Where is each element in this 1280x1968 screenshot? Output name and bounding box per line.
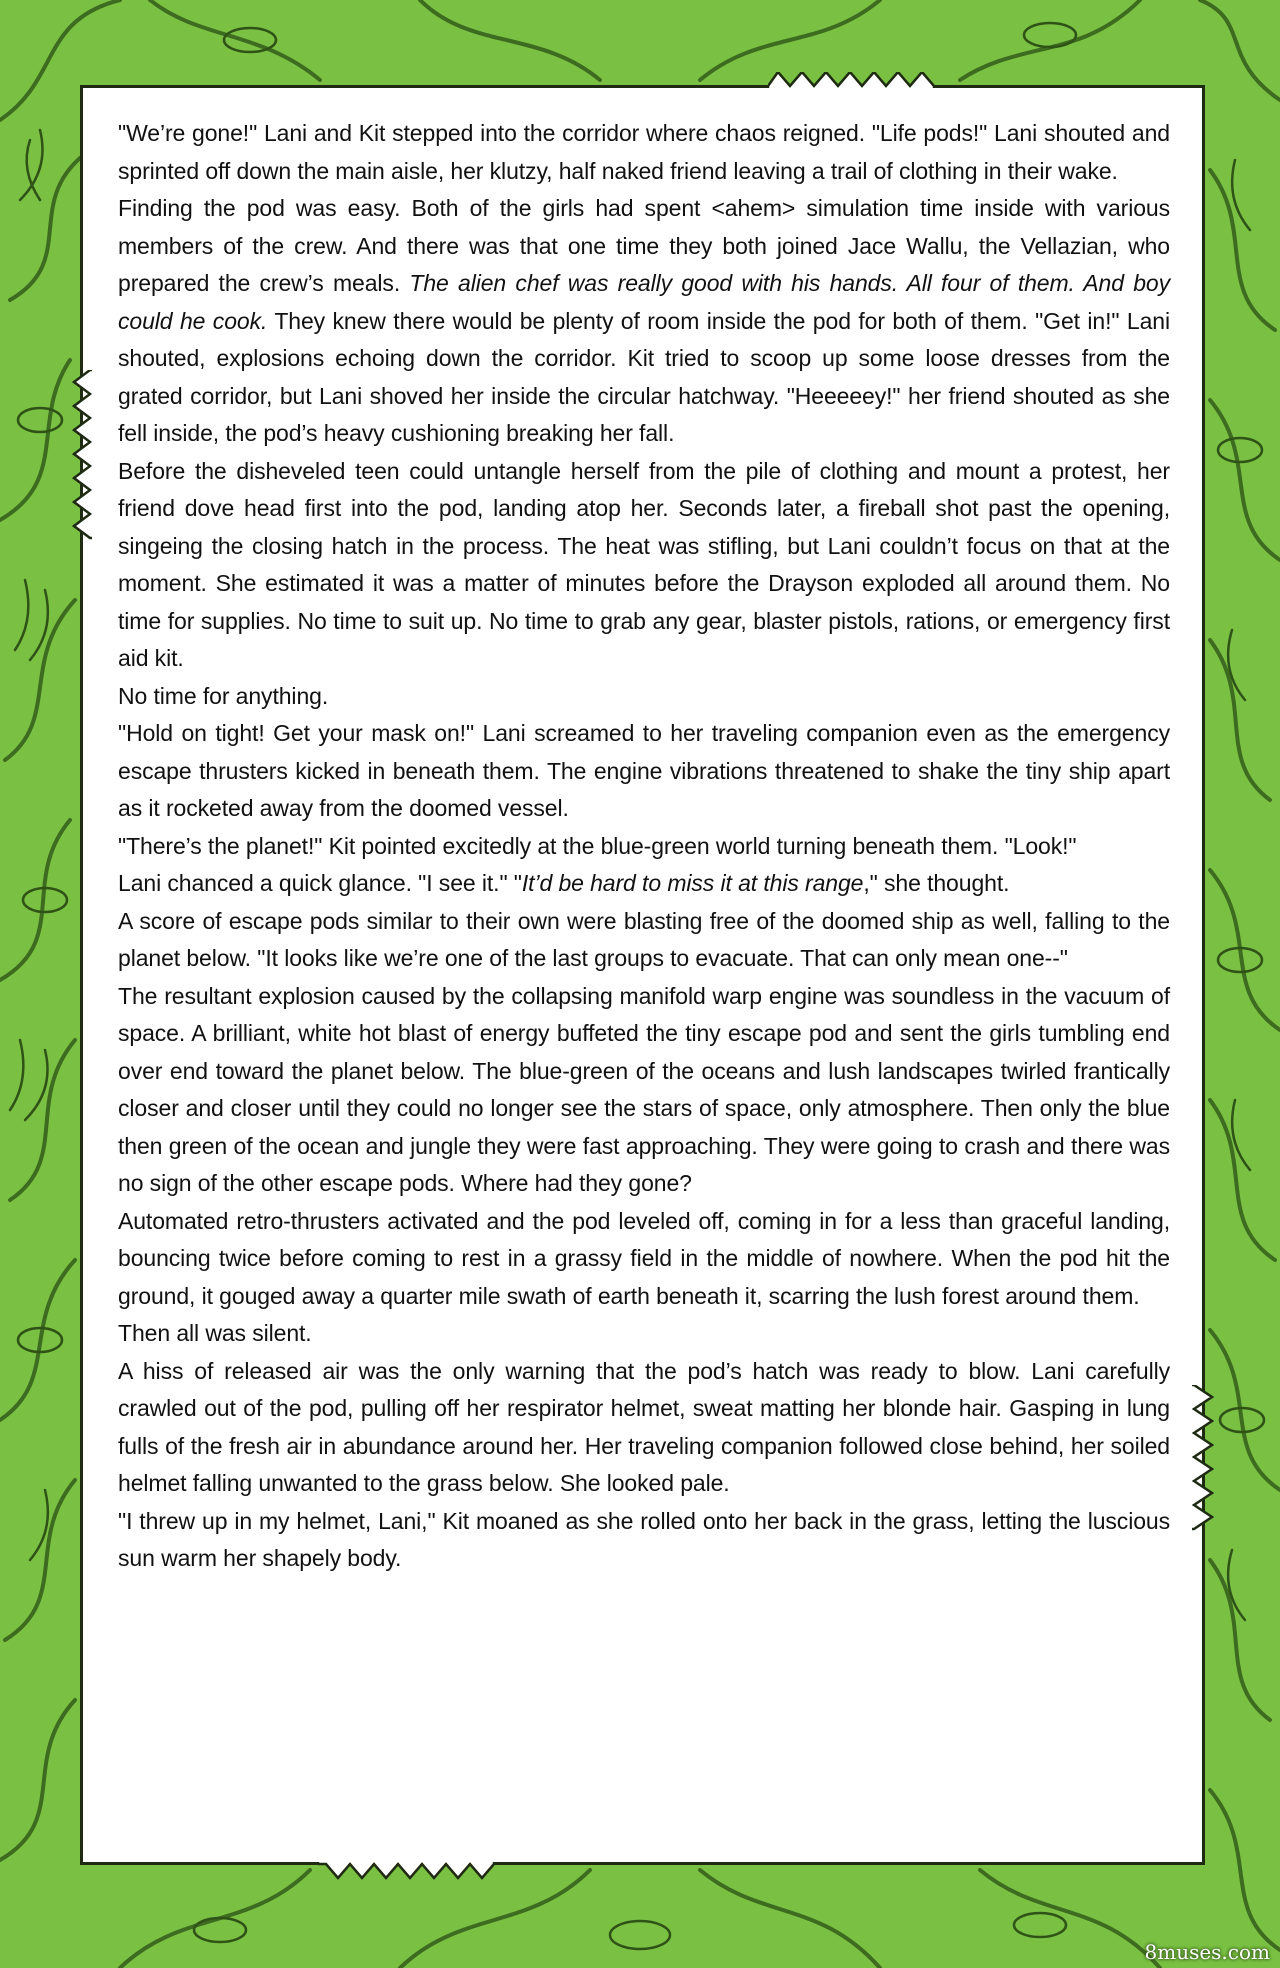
paragraph-text: Finding the pod was easy. Both of the girls had spent <ahem> simulation time inside with various members of the crew. And there was that one time they both joined Jace Wallu, the Vellazian, who prepared the crew’s meals. xyxy=(118,195,1170,296)
torn-edge-top xyxy=(768,72,938,102)
paragraph: Before the disheveled teen could untangle herself from the pile of clothing and mount a protest, her friend dove head first into the pod, landing atop her. Seconds later, a fireball shot past the opening, singeing the closing hatch in the process. The heat was stifling, but Lani couldn’t focus on that at the moment. She estimated it was a matter of minutes before the Drayson exploded all around them. No time for supplies. No time to suit up. No time to grab any gear, blaster pistols, rations, or emergency first aid kit. xyxy=(118,457,1170,671)
paragraph: A score of escape pods similar to their own were blasting free of the doomed ship as well, falling to the planet below. "It looks like we’re one of the last groups to evacuate. That can only mean one--" xyxy=(118,907,1170,971)
torn-edge-left xyxy=(72,370,102,550)
paragraph xyxy=(118,190,1170,453)
paragraph: Automated retro-thrusters activated and the pod leveled off, coming in for a less than graceful landing, bouncing twice before coming to rest in a grassy field in the middle of nowhere. When the pod hit the ground, it gouged away a quarter mile swath of earth beneath it, scarring the lush forest around them. xyxy=(118,1207,1170,1309)
torn-edge-right xyxy=(1182,1385,1216,1545)
paragraph xyxy=(118,865,1170,903)
paragraph-text: ," she thought. xyxy=(863,870,1010,896)
torn-edge-bottom xyxy=(318,1848,498,1880)
paragraph: The resultant explosion caused by the collapsing manifold warp engine was soundless in the vacuum of space. A brilliant, white hot blast of energy buffeted the tiny escape pod and sent the girls tumbling end over end toward the planet below. The blue-green of the oceans and lush landscapes twirled frantically closer and closer until they could no longer see the stars of space, only atmosphere. Then only the blue then green of the ocean and jungle they were fast approaching. They were going to crash and there was no sign of the other escape pods. Where had they gone? xyxy=(118,982,1170,1196)
paragraph: No time for anything. xyxy=(118,682,329,709)
paragraph: Then all was silent. xyxy=(118,1320,312,1346)
paragraph-text: Lani chanced a quick glance. "I see it." " xyxy=(118,870,522,896)
paragraph-italic: It’d be hard to miss it at this range xyxy=(521,870,864,896)
paragraph-italic: The alien chef was really good with his hands. All four of them. And boy could he cook. xyxy=(118,270,1170,334)
story-text xyxy=(118,115,1170,1578)
paragraph: "There’s the planet!" Kit pointed excitedly at the blue-green world turning beneath them. "Look!" xyxy=(118,832,1077,859)
watermark: 8muses.com xyxy=(1144,1940,1270,1964)
paragraph: "Hold on tight! Get your mask on!" Lani screamed to her traveling companion even as the emergency escape thrusters kicked in beneath them. The engine vibrations threatened to shake the tiny ship apart as it rocketed away from the doomed vessel. xyxy=(118,720,1170,821)
paragraph-text: They knew there would be plenty of room inside the pod for both of them. "Get in!" Lani shouted, explosions echoing down the corridor. Kit tried to scoop up some loose dresses from the grated corridor, but Lani shoved her inside the circular hatchway. "Heeeeey!" her friend shouted as she fell inside, the pod’s heavy cushioning breaking her fall. xyxy=(118,307,1171,446)
paragraph: A hiss of released air was the only warning that the pod’s hatch was ready to blow. Lani carefully crawled out of the pod, pulling off her respirator helmet, sweat matting her blonde hair. Gasping in lung fulls of the fresh air in abundance around her. Her traveling companion followed close behind, her soiled helmet falling unwanted to the grass below. She looked pale. xyxy=(118,1357,1170,1496)
paragraph: "We’re gone!" Lani and Kit stepped into the corridor where chaos reigned. "Life pods!" Lani shouted and sprinted off down the main aisle, her klutzy, half naked friend leaving a trail of clothing in their wake. xyxy=(118,120,1170,184)
paragraph: "I threw up in my helmet, Lani," Kit moaned as she rolled onto her back in the grass, letting the luscious sun warm her shapely body. xyxy=(118,1507,1170,1571)
